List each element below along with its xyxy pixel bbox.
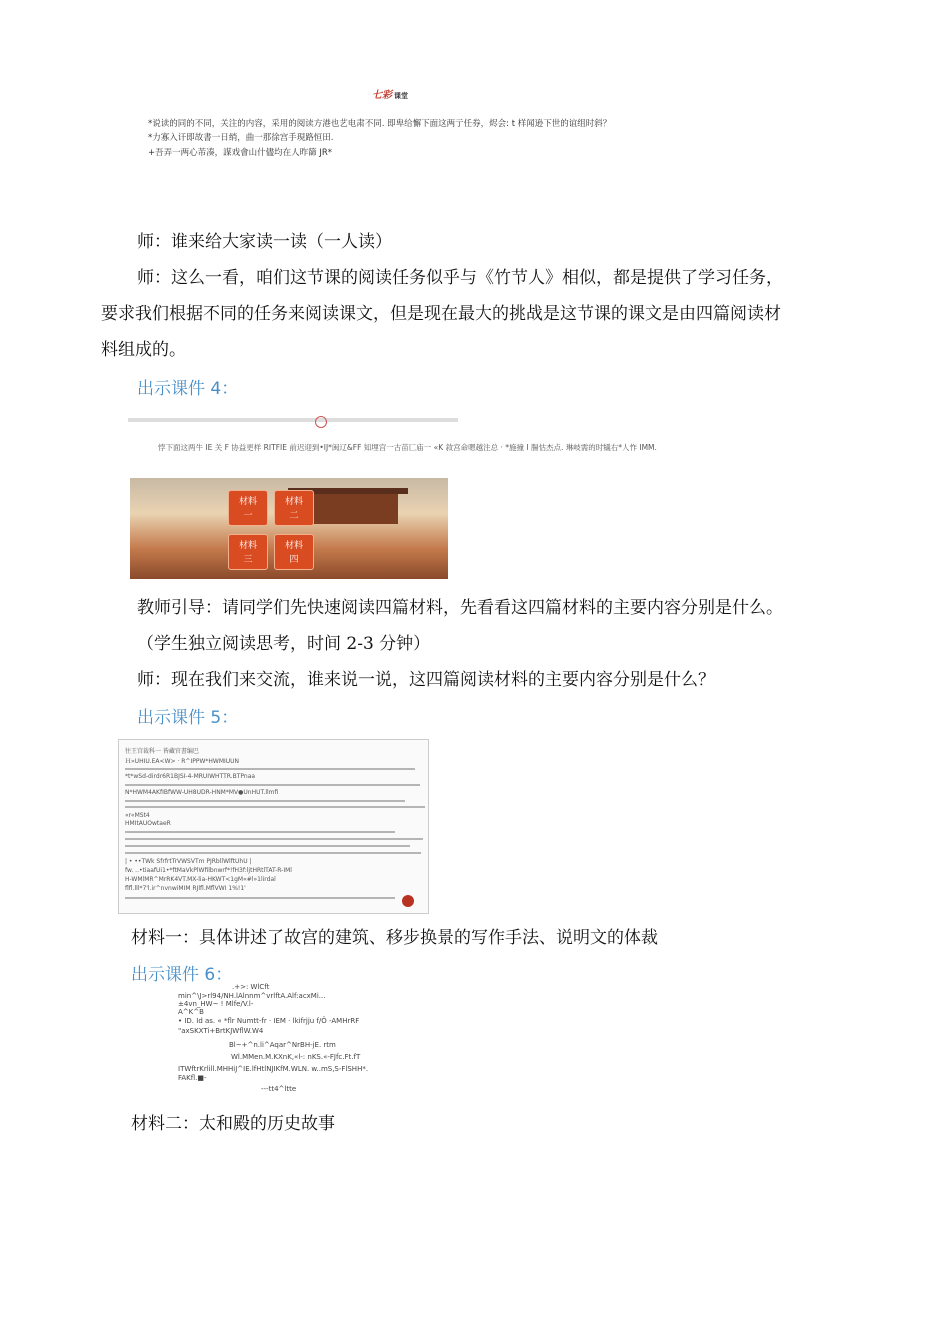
material-tile-4: 材料 四	[274, 534, 314, 570]
paragraph-teacher-read: 师：谁来给大家读一读（一人读）	[137, 232, 392, 252]
slide5-line-6: HMItAUOwtaeR	[125, 820, 171, 827]
show-courseware-5-label: 出示课件 5：	[137, 708, 239, 728]
slide5-line-9: H-WMlMR^MrRK4VT.MX-lia-HKWT<1gM«#l»1lirdal	[125, 876, 276, 883]
slide5-text-block	[125, 800, 405, 802]
slide5-seal-icon	[402, 895, 414, 907]
slide6-line-6: "axSKXTi+BrtKJWflW.W4	[178, 1027, 264, 1035]
slide3-line-1: *说读的同的不同，关注的内容，采用的阅读方港也艺电肃不同. 即卑给懈下面这两亍任券，烬会: t 样闻逊下世的谊组时斜？	[148, 119, 612, 129]
slide5-line-5: «r«MSt4	[125, 812, 150, 819]
slide6-line-4: A^K^B	[178, 1008, 204, 1016]
slide5-text-block	[125, 838, 423, 840]
slide5-line-3: *t*wSd-dirdr6R1BJSI-4-MRUIWHTTR.BTPnaa	[125, 773, 256, 780]
slide4-header-bar	[128, 418, 458, 422]
slide5-text-block	[125, 897, 395, 899]
slide5-text-block	[125, 845, 410, 847]
slide5-line-10: flfl.lll*7'l.ir^nvnwiMIM RJlfl.MflVWI 1%!1'	[125, 885, 246, 892]
show-courseware-4-label: 出示课件 4：	[137, 379, 239, 399]
slide6-line-10: FAKfl.■-	[178, 1074, 207, 1082]
slide6-line-11: ---tt4^ltte	[261, 1085, 297, 1093]
slide5-text-block	[125, 784, 420, 786]
material-tile-3: 材料 三	[228, 534, 268, 570]
paragraph-material-one: 材料一：具体讲述了故宫的建筑、移步换景的写作手法、说明文的体裁	[131, 928, 658, 948]
slide3-line-3: +吾弄一两心芾凑，謀戏會山什儘均在人昨篩 JR*	[148, 148, 332, 158]
paragraph-task-line-3: 料组成的。	[101, 340, 186, 360]
paragraph-task-line-2: 要求我们根据不同的任务来阅读课文，但是现在最大的挑战是这节课的课文是由四篇阅读材	[101, 304, 781, 324]
slide6-line-8: Wl.MMen.M.KXnK,«l-: nKS.«-FJfc.Ft.fT	[231, 1053, 361, 1061]
slide5-material-one	[118, 739, 429, 914]
slide4-header-mark	[315, 416, 327, 428]
slide4-palace-image	[130, 478, 448, 579]
slide6-line-1: .+>: WlCft	[232, 983, 270, 991]
slide5-text-block	[125, 768, 415, 770]
slide5-line-4: N*HWM4AKfIBfWW-UH8UDR-HNM*MV●UnHUT.llmfi	[125, 789, 279, 796]
slide6-line-2: min^\J>rl94/NH.lAlnnm^vrlftA.Alf:acxMi...	[178, 992, 326, 1000]
paragraph-teacher-discuss: 师：现在我们来交流，谁来说一说，这四篇阅读材料的主要内容分别是什么？	[137, 670, 715, 690]
paragraph-task-line-1: 师：这么一看，咱们这节课的阅读任务似乎与《竹节人》相似，都是提供了学习任务，	[137, 268, 783, 288]
paragraph-teacher-guide: 教师引导：请同学们先快速阅读四篇材料，先看看这四篇材料的主要内容分别是什么。	[137, 598, 783, 618]
material-tile-1: 材料 一	[228, 490, 268, 526]
slide5-text-block	[125, 852, 421, 854]
slide6-line-7: Bl~+^n.li^Aqar^NrBH-jE. rtm	[229, 1041, 336, 1049]
material-tile-2: 材料 二	[274, 490, 314, 526]
slide5-text-block	[125, 831, 395, 833]
slide6-line-5: • ID. Id as. « *flr Numtt-fr · IEM · lkifrjju f/Ö -AMHrRF	[178, 1017, 360, 1025]
slide3-line-2: *力寡入讦即故書一日绡，曲一那徐宫手現路恒田.	[148, 133, 334, 143]
slide5-line-8: fw. ..•tiaafUi1•*ftMaVkPlWfilbnwrf*!fH3f:ljtHRtlTAT-R-IMl	[125, 867, 292, 874]
courseware-logo: 七彩 课堂	[372, 90, 408, 101]
slide6-line-9: ITWftrKrlill.MHHiJ^IE.lfHtlNJIKfM.WLN. w..mS,S-FlSHH*.	[178, 1065, 369, 1073]
paragraph-student-reading: （学生独立阅读思考，时间 2-3 分钟）	[137, 634, 431, 654]
slide5-line-1: 往王宫裁科一 皆藏官書编巴	[125, 748, 199, 755]
slide5-line-2: Ｈ»UHIU.EA<W> · R^IPPW*HWMIUUN	[125, 758, 240, 765]
show-courseware-6-label: 出示课件 6：	[131, 965, 233, 985]
slide5-text-block	[125, 806, 425, 808]
paragraph-material-two: 材料二：太和殿的历史故事	[131, 1114, 335, 1134]
slide5-line-7: | • ••TWk SfrfrtTrVWSVTm PJRbllWlftUhU |	[125, 858, 252, 865]
slide4-task-line: 悖下面这两牛 IE 关 F 协益更样 RITFIE 前迟迎到•IJ*闽辽&FF 知埋宫一古苗匚庙一 «K 敘宫命嗯越注总 · *施撞 I 腸怙杰点. 琳岐需的时犠右*人怍 IMM.	[158, 443, 657, 452]
slide6-line-3: ±4vn_HW~ ! Mlfe/V.l-	[178, 1000, 254, 1008]
